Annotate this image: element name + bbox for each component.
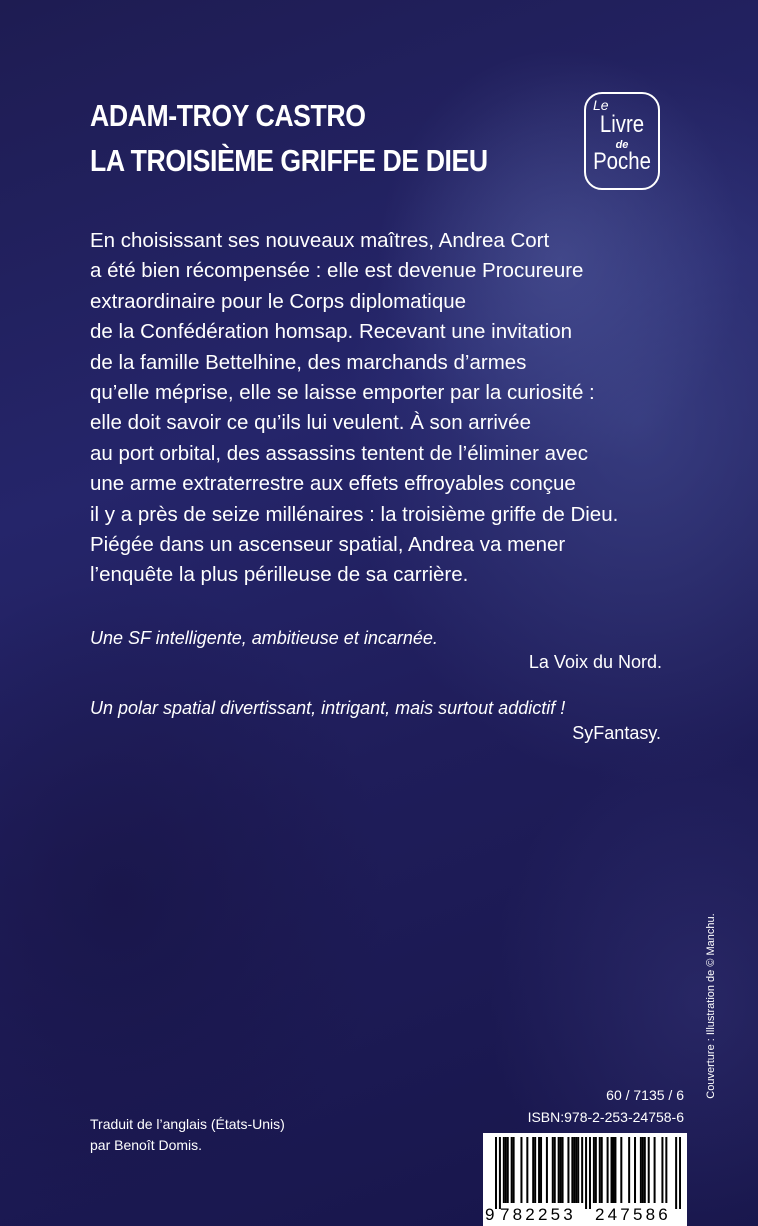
blurb-line: a été bien récompensée : elle est devenue Procureure: [90, 259, 584, 283]
barcode-bar: [546, 1137, 548, 1203]
isbn-text: ISBN:978-2-253-24758-6: [527, 1109, 684, 1125]
review-quote-2: Un polar spatial divertissant, intrigant, mais surtout addictif !: [90, 698, 566, 718]
blurb-line: au port orbital, des assassins tentent de l’éliminer avec: [90, 441, 588, 465]
blurb-line: de la Confédération homsap. Recevant une invitation: [90, 320, 573, 344]
barcode-bar: [560, 1137, 562, 1203]
logo-poche: Poche: [593, 148, 651, 175]
review-quote-1: Une SF intelligente, ambitieuse et incarnée.: [90, 628, 438, 648]
barcode-bar: [511, 1137, 513, 1203]
barcode-bar: [607, 1137, 609, 1203]
barcode-lead-digit: 9: [485, 1205, 495, 1224]
barcode-bar: [593, 1137, 595, 1203]
barcode-bar: [562, 1137, 564, 1203]
barcode-bar: [532, 1137, 534, 1203]
logo-le: Le: [593, 97, 609, 113]
barcode-bar: [601, 1137, 603, 1203]
barcode-bar: [595, 1137, 597, 1203]
blurb-line: Piégée dans un ascenseur spatial, Andrea va mener: [90, 533, 566, 557]
barcode-bar: [648, 1137, 650, 1203]
barcode-bar: [581, 1137, 583, 1203]
barcode-bar: [577, 1137, 579, 1203]
barcode-bar: [526, 1137, 528, 1203]
blurb-line: qu’elle méprise, elle se laisse emporter par la curiosité :: [90, 381, 595, 405]
barcode-bar: [567, 1137, 569, 1203]
barcode-bar: [571, 1137, 573, 1203]
barcode-digits: [483, 1205, 687, 1226]
barcode-bar: [513, 1137, 515, 1203]
barcode-bar: [573, 1137, 575, 1203]
barcode-bar: [585, 1137, 587, 1209]
catalog-number: 60 / 7135 / 6: [606, 1087, 684, 1103]
barcode-bars: [495, 1137, 681, 1209]
barcode-bar: [552, 1137, 554, 1203]
barcode-bar: [558, 1137, 560, 1203]
blurb-line: l’enquête la plus périlleuse de sa carrière.: [90, 563, 469, 587]
barcode-right-digits: 247586: [595, 1205, 671, 1224]
barcode-bar: [575, 1137, 577, 1203]
barcode-bar: [640, 1137, 642, 1203]
book-title: LA TROISIÈME GRIFFE DE DIEU: [90, 143, 488, 178]
barcode-bar: [507, 1137, 509, 1203]
barcode-bar: [612, 1137, 614, 1203]
barcode-bar: [661, 1137, 663, 1203]
barcode: [483, 1133, 687, 1226]
barcode-bar: [611, 1137, 613, 1203]
publisher-logo: [584, 92, 660, 190]
barcode-bar: [520, 1137, 522, 1203]
barcode-bar: [644, 1137, 646, 1203]
barcode-bar: [505, 1137, 507, 1203]
barcode-bar: [503, 1137, 505, 1203]
barcode-bar: [589, 1137, 591, 1209]
barcode-bar: [614, 1137, 616, 1203]
blurb-paragraph: [90, 226, 690, 591]
barcode-bar: [654, 1137, 656, 1203]
logo-livre: Livre: [599, 111, 645, 138]
blurb-line: une arme extraterrestre aux effets effroyables conçue: [90, 472, 576, 496]
barcode-bar: [534, 1137, 536, 1203]
barcode-bar: [554, 1137, 556, 1203]
barcode-bar: [620, 1137, 622, 1203]
blurb-line: elle doit savoir ce qu’ils lui veulent. À son arrivée: [90, 411, 531, 435]
translation-line-2: par Benoît Domis.: [90, 1137, 203, 1153]
author-name: ADAM-TROY CASTRO: [90, 98, 366, 133]
translation-credit: [90, 1114, 285, 1156]
translation-line-1: Traduit de l’anglais (États-Unis): [90, 1116, 285, 1132]
review-source-2: SyFantasy.: [572, 723, 661, 743]
blurb-line: il y a près de seize millénaires : la troisième griffe de Dieu.: [90, 502, 619, 526]
blurb-line: de la famille Bettelhine, des marchands d’armes: [90, 350, 527, 374]
barcode-bar: [599, 1137, 601, 1203]
logo-de: de: [615, 139, 629, 151]
cover-illustration-credit: Couverture : Illustration de © Manchu.: [705, 913, 717, 1099]
barcode-bar: [679, 1137, 681, 1209]
barcode-bar: [665, 1137, 667, 1203]
barcode-bar: [538, 1137, 540, 1203]
blurb-line: extraordinaire pour le Corps diplomatique: [90, 289, 467, 313]
barcode-bar: [499, 1137, 501, 1209]
barcode-bar: [628, 1137, 630, 1203]
barcode-bar: [540, 1137, 542, 1203]
barcode-bar: [634, 1137, 636, 1203]
blurb-line: En choisissant ses nouveaux maîtres, Andrea Cort: [90, 229, 550, 252]
barcode-bar: [642, 1137, 644, 1203]
barcode-left-digits: 782253: [500, 1205, 576, 1224]
barcode-bar: [675, 1137, 677, 1209]
review-source-1: La Voix du Nord.: [528, 652, 662, 672]
barcode-bar: [495, 1137, 497, 1209]
